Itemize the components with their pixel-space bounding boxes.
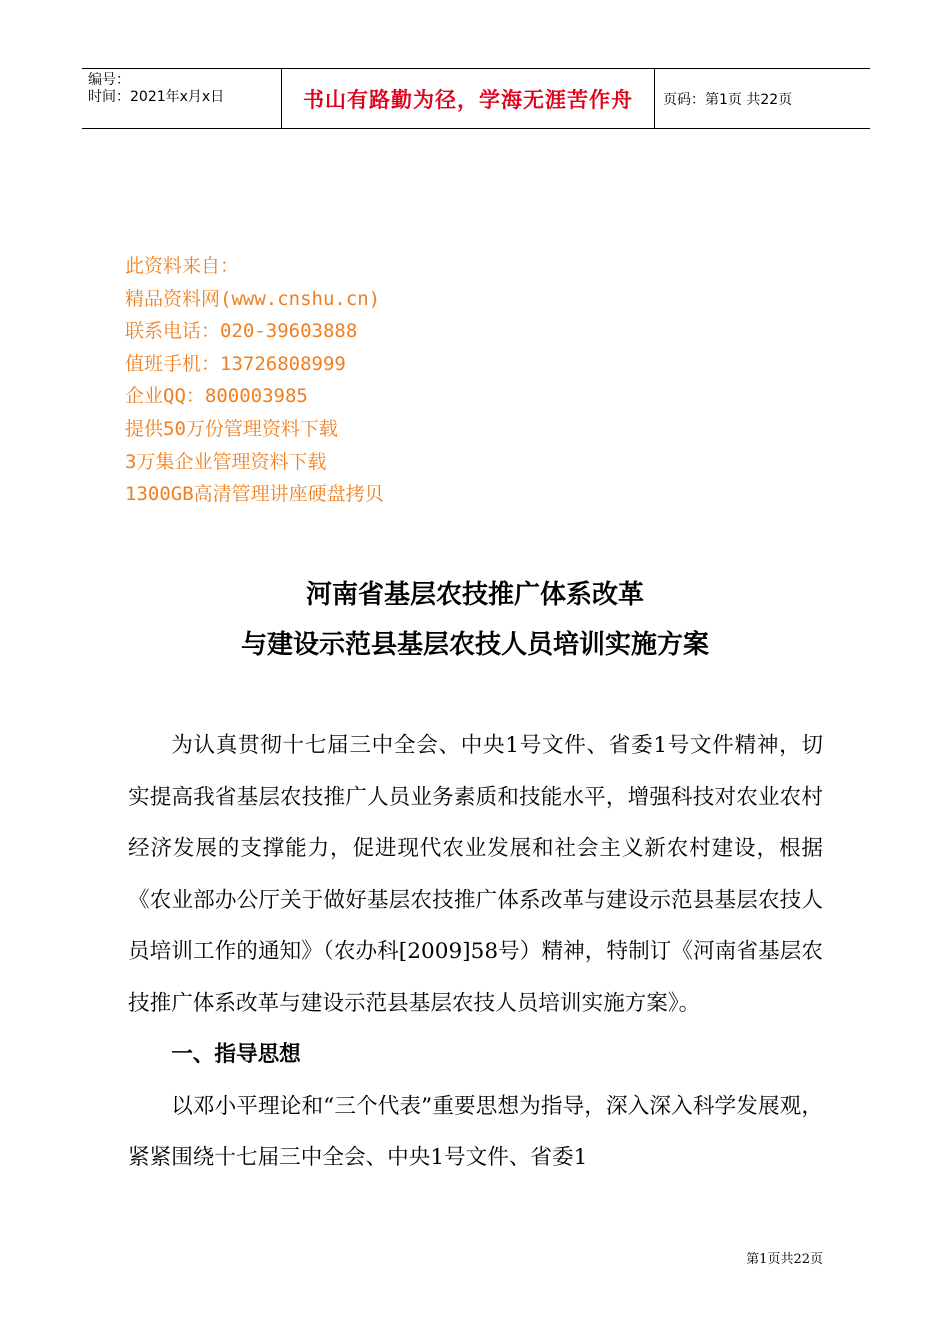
number-label: 编号：: [88, 72, 130, 88]
header-page-info: 页码：第1页 共22页: [663, 91, 793, 108]
document-title-line2: 与建设示范县基层农技人员培训实施方案: [240, 630, 709, 660]
source-line: 值班手机：13726808999: [125, 352, 346, 375]
header-motto-cell: [282, 69, 655, 128]
source-info: [125, 250, 384, 511]
document-title-line1: 河南省基层农技推广体系改革: [305, 580, 644, 610]
motto: 书山有路勤为径，学海无涯苦作舟: [303, 87, 633, 112]
page-footer: 第1页共22页: [746, 1252, 823, 1267]
body-paragraph: 为认真贯彻十七届三中全会、中央1号文件、省委1号文件精神，切实提高我省基层农技推广人员业务素质和技能水平，增强科技对农业农村经济发展的支撑能力，促进现代农业发展和社会主义新农村建设，根据《农业部办公厅关于做好基层农技推广体系改革与建设示范县基层农技人员培训工作的通知》（农办科[2009]58号）精神，特制订《河南省基层农技推广体系改革与建设示范县基层农技人员培训实施方案》。: [128, 733, 823, 1016]
source-line: 1300GB高清管理讲座硬盘拷贝: [125, 483, 384, 506]
header-meta: [82, 69, 282, 128]
body-paragraph: 以邓小平理论和“三个代表”重要思想为指导，深入深入科学发展观，紧紧围绕十七届三中全会、中央1号文件、省委1: [128, 1093, 823, 1170]
source-line: 企业QQ：800003985: [125, 385, 308, 408]
page-header: [82, 68, 870, 129]
section-heading: 一、指导思想: [171, 1042, 301, 1067]
header-page-cell: [655, 69, 870, 128]
source-line: 提供50万份管理资料下载: [125, 417, 338, 440]
document-body: [128, 720, 823, 1184]
source-line: 联系电话：020-39603888: [125, 320, 358, 343]
source-line: 3万集企业管理资料下载: [125, 450, 327, 473]
date-label: 时间：2021年x月x日: [88, 89, 225, 105]
source-line: 此资料来自：: [125, 255, 240, 277]
source-line: 精品资料网(www.cnshu.cn): [125, 287, 381, 310]
